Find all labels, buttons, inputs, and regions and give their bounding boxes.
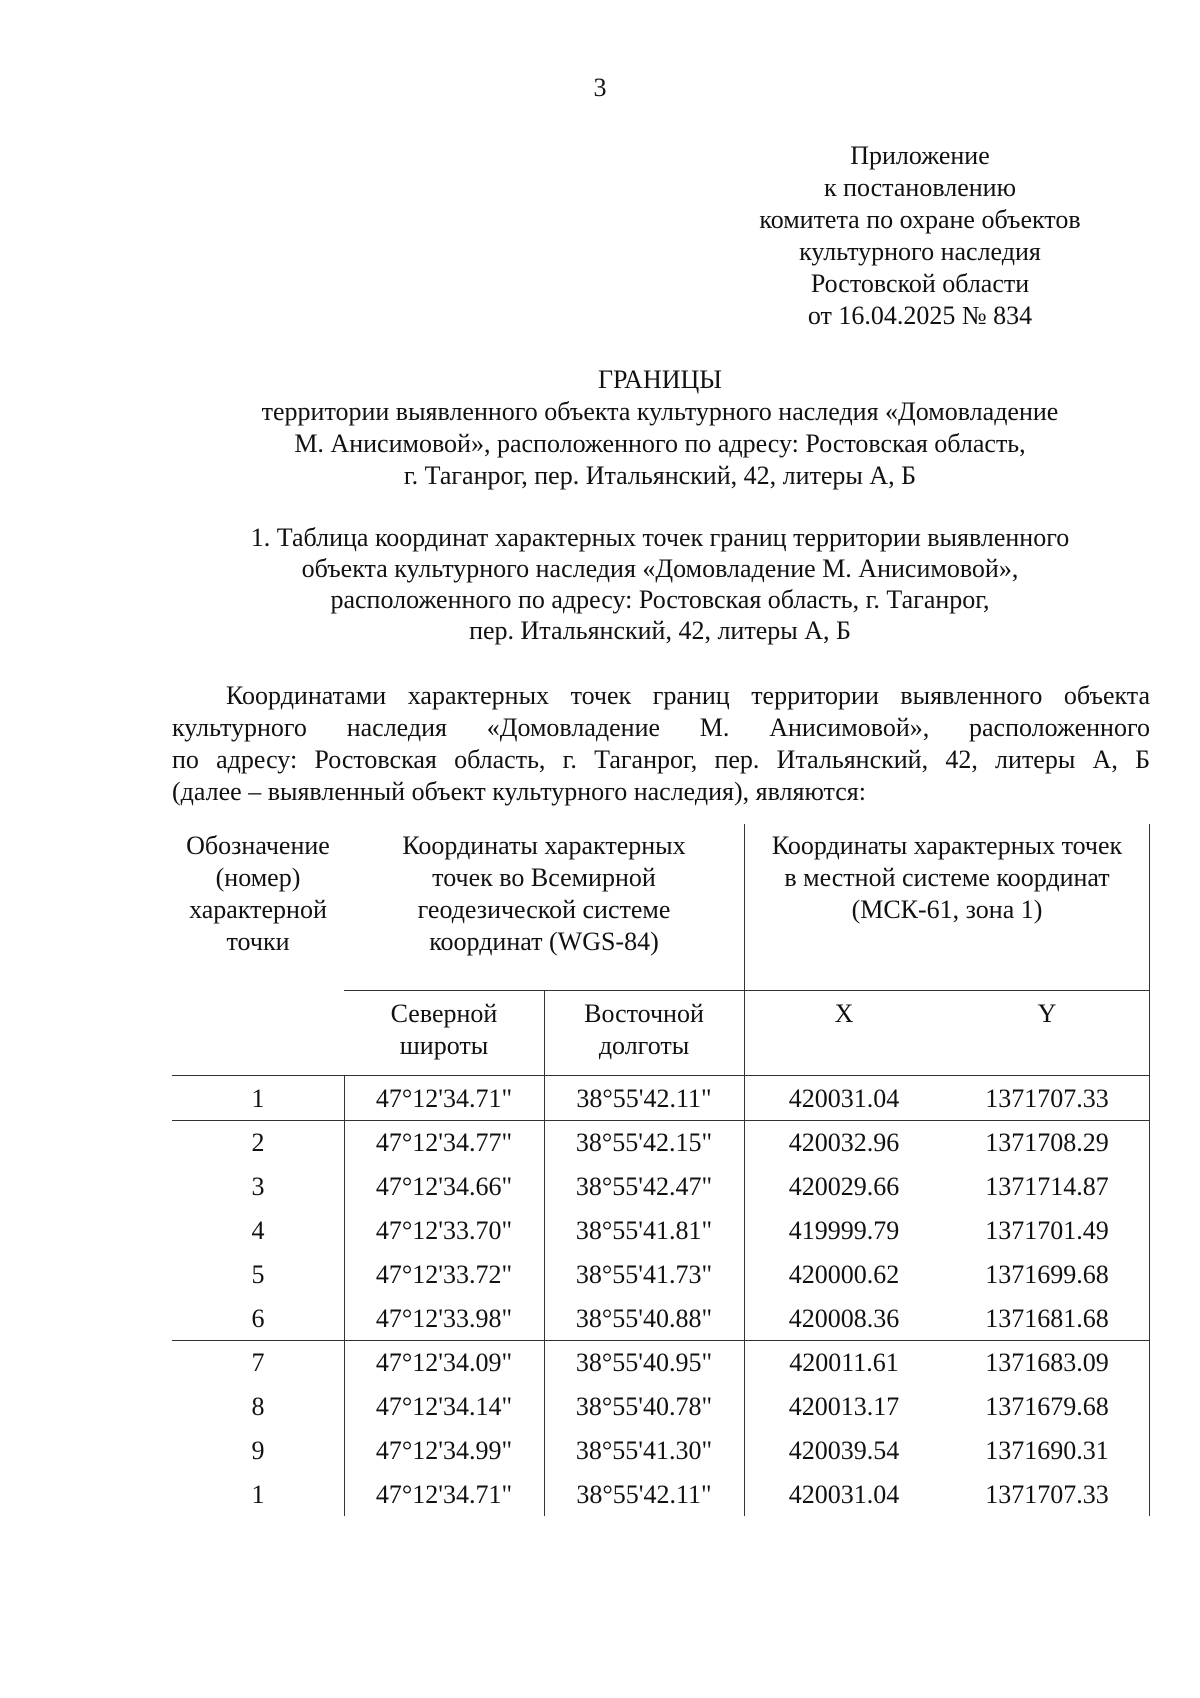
header-text: широты [399,1031,489,1060]
point-number: 3 [251,1172,265,1201]
table-header [172,830,1150,1076]
header-text: долготы [598,1031,690,1060]
x-coordinate-cell: 420013.17 [788,1392,900,1421]
subheader-latitude [344,998,544,1062]
header-text: X [834,999,854,1028]
table-row [172,1076,1150,1120]
section-heading-line: пер. Итальянский, 42, литеры А, Б [469,616,851,645]
appendix-line: от 16.04.2025 № 834 [807,301,1033,330]
title-line: М. Анисимовой», расположенного по адресу: Ростовская область, [294,429,1026,458]
x-coordinate-cell: 420000.62 [788,1260,900,1289]
longitude-cell: 38°55'40.95" [575,1348,713,1377]
table-divider [744,824,745,1076]
table-row [172,1296,1150,1340]
x-coordinate-cell: 420031.04 [788,1480,900,1509]
section-heading [130,522,1190,646]
header-text: точки [226,927,290,956]
header-text: координат (WGS-84) [429,927,659,956]
latitude-cell: 47°12'33.70" [375,1216,513,1245]
header-text: характерной [189,895,327,924]
point-number: 5 [251,1260,265,1289]
table-divider [344,990,1150,991]
table-row [172,1164,1150,1208]
table-row [172,1340,1150,1384]
latitude-cell: 47°12'34.71" [375,1480,513,1509]
intro-line: по адресу: Ростовская область, г. Таганрог, пер. Итальянский, 42, литеры А, Б [172,745,1150,774]
point-number: 2 [251,1128,265,1157]
latitude-cell: 47°12'34.09" [375,1348,513,1377]
table-row [172,1120,1150,1164]
subheader-longitude [544,998,744,1062]
subheader-y [944,998,1150,1030]
section-heading-line: 1. Таблица координат характерных точек границ территории выявленного [250,523,1070,552]
table-row [172,1472,1150,1516]
y-coordinate-cell: 1371707.33 [985,1084,1109,1113]
x-coordinate-cell: 420008.36 [788,1304,900,1333]
table-row [172,1428,1150,1472]
intro-line: Координатами характерных точек границ территории выявленного объекта [226,681,1150,710]
appendix-line: комитета по охране объектов [759,205,1081,234]
longitude-cell: 38°55'42.11" [576,1480,712,1509]
point-number: 6 [251,1304,265,1333]
header-text: Y [1037,999,1057,1028]
header-text: Координаты характерных [402,831,686,860]
header-text: точек во Всемирной [432,863,656,892]
header-point-designation [172,830,344,958]
header-text: (МСК-61, зона 1) [851,895,1043,924]
latitude-cell: 47°12'34.77" [375,1128,513,1157]
table-row [172,1208,1150,1252]
point-number: 7 [251,1348,265,1377]
point-number: 1 [251,1480,265,1509]
table-divider [544,990,545,1076]
latitude-cell: 47°12'34.66" [375,1172,513,1201]
header-text: Восточной [584,999,704,1028]
longitude-cell: 38°55'41.73" [575,1260,713,1289]
y-coordinate-cell: 1371681.68 [985,1304,1109,1333]
longitude-cell: 38°55'42.15" [575,1128,713,1157]
intro-line: культурного наследия «Домовладение М. Анисимовой», расположенного [172,713,1150,742]
longitude-cell: 38°55'41.30" [575,1436,713,1465]
appendix-line: к постановлению [823,173,1017,202]
point-number: 1 [251,1084,265,1113]
section-heading-line: объекта культурного наследия «Домовладение М. Анисимовой», [301,554,1019,583]
document-title [130,364,1190,492]
header-wgs84 [344,830,744,958]
table-divider [1149,824,1150,1076]
header-text: (номер) [215,863,301,892]
longitude-cell: 38°55'41.81" [575,1216,713,1245]
latitude-cell: 47°12'34.71" [375,1084,513,1113]
appendix-line: Приложение [850,141,990,170]
title-line: г. Таганрог, пер. Итальянский, 42, литеры А, Б [403,461,917,490]
y-coordinate-cell: 1371699.68 [985,1260,1109,1289]
x-coordinate-cell: 419999.79 [788,1216,900,1245]
longitude-cell: 38°55'40.78" [575,1392,713,1421]
x-coordinate-cell: 420039.54 [788,1436,900,1465]
appendix-line: Ростовской области [810,269,1030,298]
latitude-cell: 47°12'33.72" [375,1260,513,1289]
y-coordinate-cell: 1371679.68 [985,1392,1109,1421]
point-number: 8 [251,1392,265,1421]
title-line: территории выявленного объекта культурного наследия «Домовладение [261,397,1059,426]
table-row [172,1384,1150,1428]
header-text: геодезической системе [417,895,671,924]
header-text: Координаты характерных точек [771,831,1123,860]
page-number: 3 [593,73,607,102]
latitude-cell: 47°12'34.99" [375,1436,513,1465]
latitude-cell: 47°12'34.14" [375,1392,513,1421]
x-coordinate-cell: 420032.96 [788,1128,900,1157]
y-coordinate-cell: 1371690.31 [985,1436,1109,1465]
header-text: Обозначение [186,831,330,860]
header-msk61 [744,830,1150,926]
longitude-cell: 38°55'42.11" [576,1084,712,1113]
x-coordinate-cell: 420011.61 [789,1348,899,1377]
section-heading-line: расположенного по адресу: Ростовская область, г. Таганрог, [330,585,990,614]
latitude-cell: 47°12'33.98" [375,1304,513,1333]
point-number: 4 [251,1216,265,1245]
intro-paragraph [172,680,1150,808]
title-heading: ГРАНИЦЫ [598,365,722,394]
y-coordinate-cell: 1371707.33 [985,1480,1109,1509]
point-number: 9 [251,1436,265,1465]
y-coordinate-cell: 1371683.09 [985,1348,1109,1377]
table-row [172,1252,1150,1296]
header-text: Северной [390,999,498,1028]
x-coordinate-cell: 420031.04 [788,1084,900,1113]
intro-line: (далее – выявленный объект культурного наследия), являются: [172,777,866,806]
y-coordinate-cell: 1371708.29 [985,1128,1109,1157]
y-coordinate-cell: 1371701.49 [985,1216,1109,1245]
coordinates-table [172,830,1150,1509]
appendix-block [700,140,1140,332]
y-coordinate-cell: 1371714.87 [985,1172,1109,1201]
x-coordinate-cell: 420029.66 [788,1172,900,1201]
longitude-cell: 38°55'40.88" [575,1304,713,1333]
longitude-cell: 38°55'42.47" [575,1172,713,1201]
subheader-x [744,998,944,1030]
header-text: в местной системе координат [784,863,1110,892]
appendix-line: культурного наследия [799,237,1041,266]
